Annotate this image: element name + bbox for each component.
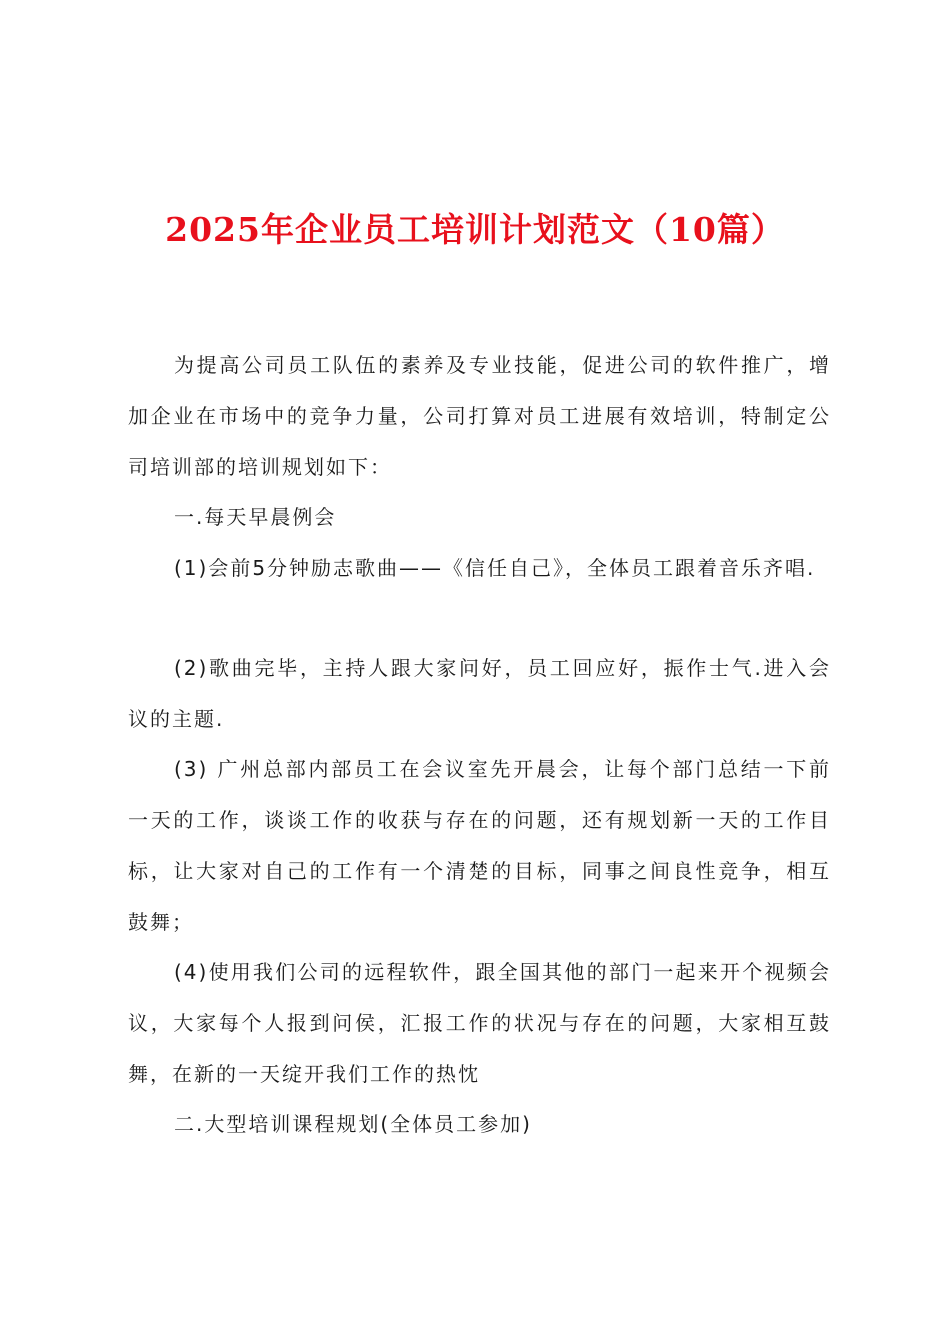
intro-paragraph: 为提高公司员工队伍的素养及专业技能，促进公司的软件推广，增加企业在市场中的竞争力量，公司打算对员工进展有效培训，特制定公司培训部的培训规划如下： <box>128 353 831 479</box>
list-item-3: (3) 广州总部内部员工在会议室先开晨会，让每个部门总结一下前一天的工作，谈谈工作的收获与存在的问题，还有规划新一天的工作目标，让大家对自己的工作有一个清楚的目标，同事之间良性竞争，相互鼓舞； <box>128 757 831 934</box>
section-heading-training-plan: 二.大型培训课程规划(全体员工参加) <box>174 1112 532 1136</box>
section-heading-morning-meeting: 一.每天早晨例会 <box>174 505 337 529</box>
list-item-1: (1)会前5分钟励志歌曲——《信任自己》，全体员工跟着音乐齐唱. <box>174 556 816 580</box>
list-item-4: (4)使用我们公司的远程软件，跟全国其他的部门一起来开个视频会议，大家每个人报到问侯，汇报工作的状况与存在的问题，大家相互鼓舞，在新的一天绽开我们工作的热忱 <box>128 960 831 1086</box>
document-title: 2025年企业员工培训计划范文（10篇） <box>165 210 785 249</box>
list-item-2: (2)歌曲完毕，主持人跟大家问好，员工回应好，振作士气.进入会议的主题. <box>128 656 831 731</box>
